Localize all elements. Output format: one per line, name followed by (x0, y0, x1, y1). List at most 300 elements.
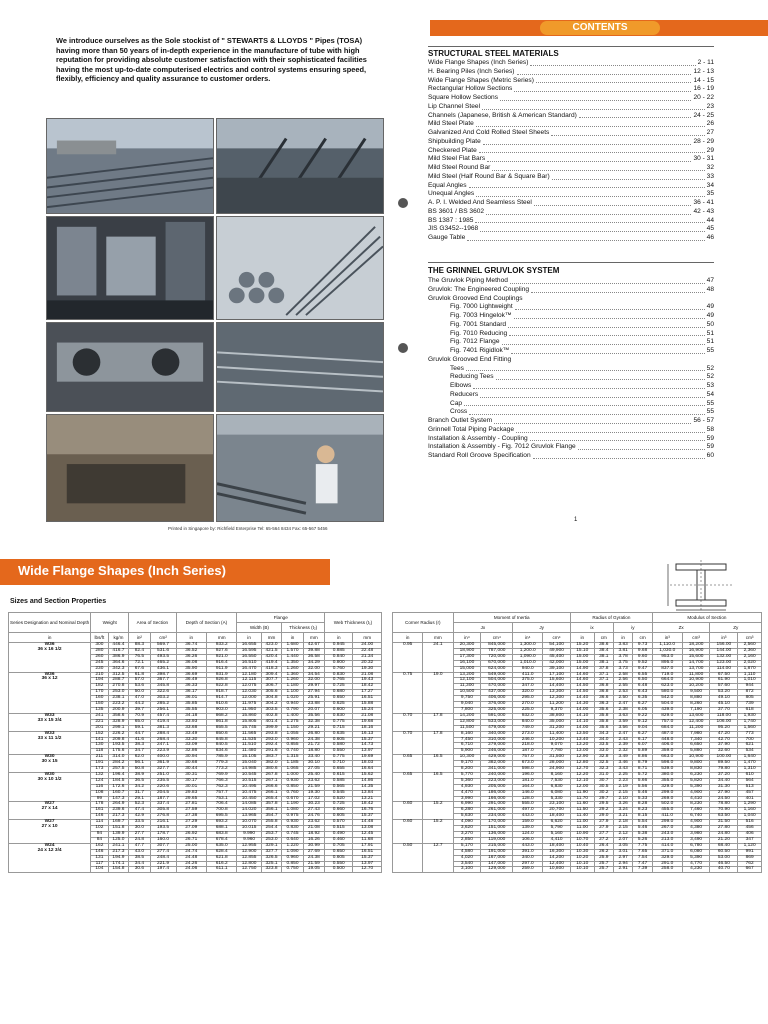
table-cell: 5,390 (682, 784, 710, 790)
table-cell: 10.450 (237, 796, 261, 802)
table-cell: 44.7 (129, 731, 150, 737)
col-modulus: Modulus of Section (652, 613, 761, 623)
table-cell: 1.020 (282, 696, 303, 702)
table-cell: 16.13 (353, 731, 382, 737)
table-cell: 944 (738, 684, 762, 690)
table-cell: 33.0 (594, 749, 613, 755)
table-cell: 386.9 (108, 654, 129, 660)
col-gyration: Radius of Gyration (570, 613, 652, 623)
table-cell: 28,000 (543, 761, 571, 767)
table-cell: 15.00 (570, 660, 594, 666)
table-cell: 868.2 (206, 713, 236, 719)
table-cell: 5.46 (633, 790, 652, 796)
table-cell: 27.43 (303, 808, 324, 814)
table-cell: 170 (91, 690, 108, 696)
table-cell: 32.3 (594, 767, 613, 773)
table-cell: 259.0 (513, 867, 543, 873)
table-cell: 2.15 (613, 826, 632, 832)
table-cell: 14,200 (453, 713, 481, 719)
toc-entry (428, 112, 714, 121)
table-cell: 12.115 (237, 678, 261, 684)
table-cell: 119,000 (481, 837, 513, 843)
table-cell: 18.42 (353, 684, 382, 690)
toc-label: Mild Steel Round Bar (428, 164, 491, 171)
table-cell: 11,300 (453, 684, 481, 690)
toc-entry (428, 330, 714, 339)
col-zx: Zx (652, 623, 710, 633)
table-cell: 12.00 (570, 784, 594, 790)
table-cell: 2.55 (613, 684, 632, 690)
table-cell: 266.6 (261, 784, 282, 790)
table-cell: 0.650 (325, 696, 353, 702)
col-inertia: Moment of Inertia (453, 613, 570, 623)
toc-label: Fig. 7010 Reducing (450, 329, 508, 337)
table-cell: 12,400 (543, 861, 571, 867)
table-cell: 0.500 (325, 867, 353, 873)
table-cell: 24.38 (303, 855, 324, 861)
table-cell: 267.1 (261, 778, 282, 784)
table-cell: 17.02 (303, 796, 324, 802)
unit-cell: cm³ (682, 633, 710, 643)
corner-radius: 0.65 (393, 772, 423, 802)
table-cell: 45,400 (543, 654, 571, 660)
table-cell: 173 (91, 767, 108, 773)
table-cell: 265.4 (261, 796, 282, 802)
toc-label: Wide Flange Shapes (Inch Series) (428, 59, 529, 66)
toc-page: 51 (706, 338, 714, 346)
table-cell: 2,360 (738, 648, 762, 654)
toc-entry (428, 391, 714, 400)
table-cell: 7.75 (633, 843, 652, 849)
table-cell: 414.0 (652, 843, 682, 849)
toc-label: Lip Channel Steel (428, 102, 481, 110)
table-cell: 564 (738, 778, 762, 784)
table-cell: 837.0 (652, 666, 682, 672)
table-cell: 381.3 (150, 725, 176, 731)
table-cell: 0.930 (282, 778, 303, 784)
table-cell: 4,230 (682, 867, 710, 873)
table-cell: 37.20 (710, 772, 738, 778)
table-cell: 12,800 (453, 719, 481, 725)
toc-page: 47 (706, 277, 714, 284)
table-cell: 7,530 (543, 778, 571, 784)
table-cell: 314.0 (108, 755, 129, 761)
toc-entry (428, 443, 714, 452)
table-cell: 382,000 (481, 761, 513, 767)
table-cell: 276.8 (150, 814, 176, 820)
toc-label: BS 3601 / BS 3602 (428, 207, 485, 215)
table-cell: 15.10 (570, 648, 594, 654)
table-cell: 1,160 (738, 808, 762, 814)
toc-entry (428, 426, 714, 435)
table-cell: 411.0 (652, 814, 682, 820)
table-cell: 739 (738, 702, 762, 708)
table-cell: 24.26 (176, 861, 206, 867)
table-cell: 8.28 (633, 802, 652, 808)
table-cell: 35.55 (176, 707, 206, 713)
table-cell: 6,080 (543, 790, 571, 796)
table-cell: 210 (91, 672, 108, 678)
table-cell: 95.20 (710, 725, 738, 731)
table-cell: 14.60 (570, 678, 594, 684)
table-cell: 10,200 (682, 684, 710, 690)
table-cell: 118 (91, 749, 108, 755)
toc-label: Gruvlok Grooved End Couplings (428, 294, 523, 302)
table-cell: 40.70 (710, 867, 738, 873)
table-cell: 36.49 (176, 678, 206, 684)
table-cell: 14.35 (353, 784, 382, 790)
table-cell: 13.21 (353, 796, 382, 802)
table-cell: 2.91 (613, 867, 632, 873)
table-cell: 106.00 (710, 719, 738, 725)
table-cell: 253.0 (108, 690, 129, 696)
table-cell: 3.05 (613, 843, 632, 849)
toc-label: Installation & Assembly - Fig. 7012 Gruvlok Flange (428, 443, 576, 451)
table-cell: 470,000 (481, 684, 513, 690)
table-cell: 16.51 (353, 849, 382, 855)
table-cell: 11,400 (543, 731, 571, 737)
table-cell: 27.59 (176, 808, 206, 814)
table-cell: 700.8 (206, 808, 236, 814)
table-cell: 15.20 (570, 643, 594, 649)
table-cell: 253.0 (261, 837, 282, 843)
toc-page: 53 (706, 382, 714, 389)
table-cell: 931.9 (206, 672, 236, 678)
table-cell: 35.90 (176, 666, 206, 672)
table-cell: 6,740 (682, 814, 710, 820)
table-cell: 197.4 (150, 867, 176, 873)
table-cell: 124 (91, 778, 108, 784)
table-cell: 182 (91, 684, 108, 690)
table-cell: 2.39 (613, 743, 632, 749)
table-cell: 13,700 (682, 666, 710, 672)
table-cell: 17.27 (353, 690, 382, 696)
table-cell: 367.7 (150, 678, 176, 684)
table-cell: 37.8 (594, 666, 613, 672)
toc-page: 60 (706, 452, 714, 459)
table-cell: 0.960 (282, 737, 303, 743)
table-cell: 33.5 (129, 820, 150, 826)
table-cell: 12.800 (237, 861, 261, 867)
table-cell: 14.085 (237, 802, 261, 808)
table-cell: 1,200.0 (513, 648, 543, 654)
table-cell: 455.0 (652, 808, 682, 814)
table-cell: 1.080 (282, 808, 303, 814)
table-cell: 4,410 (682, 796, 710, 802)
table-cell: 31.30 (710, 784, 738, 790)
table-cell: 27.2 (594, 837, 613, 843)
table-cell: 0.660 (325, 808, 353, 814)
table-cell: 1.400 (282, 713, 303, 719)
table-cell: 160 (91, 696, 108, 702)
table-cell: 6.55 (633, 672, 652, 678)
table-cell: 0.775 (325, 755, 353, 761)
table-cell: 15.745 (237, 725, 261, 731)
table-cell: 15.040 (237, 761, 261, 767)
toc-page: 44 (706, 216, 714, 224)
table-cell: 14.60 (570, 672, 594, 678)
table-cell: 340,000 (481, 731, 513, 737)
table-cell: 205,000 (481, 784, 513, 790)
table-cell: 39.88 (303, 648, 324, 654)
table-cell: 160.0 (150, 837, 176, 843)
table-cell: 769.9 (206, 772, 236, 778)
table-cell: 123.00 (710, 660, 738, 666)
table-cell: 6,620 (543, 820, 571, 826)
table-cell: 14,200 (543, 855, 571, 861)
table-cell: 162 (91, 843, 108, 849)
table-cell: 12,300 (543, 696, 571, 702)
table-cell: 7,980 (682, 731, 710, 737)
toc-label: Equal Angles (428, 181, 467, 189)
table-cell: 53.20 (710, 690, 738, 696)
unit-cell: mm (353, 633, 382, 643)
table-cell: 11.480 (237, 749, 261, 755)
table-cell: 5,390 (682, 855, 710, 861)
col-web: Web Thickness (t₁) (325, 613, 382, 633)
table-cell: 345.8 (150, 684, 176, 690)
table-cell: 921.0 (206, 654, 236, 660)
table-cell: 9.52 (633, 660, 652, 666)
table-cell: 437,000 (481, 690, 513, 696)
table-cell: 1.090 (282, 849, 303, 855)
table-cell: 0.800 (325, 660, 353, 666)
table-cell: 299.0 (652, 790, 682, 796)
table-cell: 129,000 (481, 867, 513, 873)
table-cell: 14.30 (570, 702, 594, 708)
table-cell: 11.535 (237, 737, 261, 743)
table-cell: 1,120 (738, 843, 762, 849)
table-cell: 618 (738, 707, 762, 713)
table-cell: 256.1 (150, 707, 176, 713)
toc-label: Wide Flange Shapes (Metric Series) (428, 76, 534, 84)
table-cell: 14,700 (682, 660, 710, 666)
table-cell: 144.00 (710, 648, 738, 654)
table-cell: 167,000 (481, 855, 513, 861)
table-cell: 18,200 (682, 643, 710, 649)
table-cell: 187.0 (513, 749, 543, 755)
table-cell: 33.5 (594, 743, 613, 749)
table-cell: 4,410 (543, 837, 571, 843)
table-cell: 11,200 (682, 725, 710, 731)
table-cell: 36.69 (176, 672, 206, 678)
table-cell: 3.75 (613, 660, 632, 666)
table-cell: 61.90 (710, 678, 738, 684)
table-cell: 337.4 (150, 802, 176, 808)
table-cell: 11,200 (543, 702, 571, 708)
table-cell: 284.2 (108, 761, 129, 767)
photo-pipe-stockyard (46, 118, 214, 214)
table-cell: 0.550 (325, 861, 353, 867)
table-cell: 35.6 (594, 707, 613, 713)
table-cell: 2.47 (613, 702, 632, 708)
table-cell: 6,280 (453, 808, 481, 814)
printer-credit: Printed in Singapore by: Richfield Enterprise Tel: 65-564 8434 Fax: 65-567 5456 (168, 526, 328, 531)
table-cell: 2.25 (613, 772, 632, 778)
table-cell: 25.91 (303, 696, 324, 702)
table-cell: 10,900 (682, 678, 710, 684)
table-cell: 61.8 (129, 672, 150, 678)
table-cell: 23.62 (303, 820, 324, 826)
corner-radius: 19.0 (423, 672, 453, 713)
table-cell: 11.00 (570, 826, 594, 832)
toc-leader (469, 182, 705, 189)
toc-label: Grinnell Total Piping Package (428, 425, 515, 433)
toc-entry (428, 85, 714, 94)
table-cell: 36.33 (176, 684, 206, 690)
table-cell: 19.69 (353, 755, 382, 761)
toc-label: Mild Steel Plate (428, 120, 474, 128)
table-cell: 285.2 (150, 702, 176, 708)
table-cell: 24.76 (303, 814, 324, 820)
table-cell: 220.6 (150, 784, 176, 790)
wide-flange-size-table (8, 612, 382, 873)
table-cell: 102 (91, 826, 108, 832)
table-cell: 673.0 (513, 761, 543, 767)
contents-title: CONTENTS (540, 21, 660, 35)
table-cell: 420.4 (261, 654, 282, 660)
table-cell: 29.21 (303, 725, 324, 731)
table-cell: 215,000 (481, 843, 513, 849)
table-cell: 312.5 (108, 672, 129, 678)
series-designation: W33 33 x 15 3/4 (9, 713, 91, 731)
table-cell: 361.9 (150, 761, 176, 767)
table-cell: 34.0 (594, 737, 613, 743)
toc-entry (428, 234, 714, 243)
table-cell: 225.0 (513, 707, 543, 713)
table-cell: 1,110 (738, 672, 762, 678)
table-cell: 1.260 (282, 666, 303, 672)
table-cell: 14.50 (570, 690, 594, 696)
corner-radius: 0.95 (393, 643, 423, 673)
table-cell: 4,580 (453, 849, 481, 855)
table-cell: 6,780 (682, 843, 710, 849)
table-cell: 12.750 (237, 867, 261, 873)
table-cell: 9,800 (682, 761, 710, 767)
table-cell: 456 (738, 826, 762, 832)
table-cell: 628.4 (206, 849, 236, 855)
toc-label: Tees (450, 364, 464, 372)
table-cell: 6,990 (453, 802, 481, 808)
toc-leader (476, 190, 704, 197)
table-cell: 15.860 (237, 713, 261, 719)
table-cell: 124.0 (513, 832, 543, 838)
table-cell: 29.1 (129, 796, 150, 802)
table-cell: 24.06 (176, 867, 206, 873)
table-cell: 341,000 (481, 767, 513, 773)
table-cell: 13.97 (353, 749, 382, 755)
table-cell: 443.0 (513, 814, 543, 820)
table-cell: 479,000 (481, 725, 513, 731)
toc-label: Fig. 7012 Flange (450, 338, 500, 346)
divider (428, 262, 714, 263)
table-cell: 1.680 (282, 643, 303, 649)
col-thickness: Thickness (t₂) (282, 623, 325, 633)
table-cell: 33.30 (176, 737, 206, 743)
table-cell: 3.56 (613, 725, 632, 731)
table-cell: 30.5 (594, 784, 613, 790)
table-cell: 0.520 (325, 796, 353, 802)
table-cell: 5.89 (633, 749, 652, 755)
table-cell: 15.62 (353, 772, 382, 778)
table-cell: 32.5 (594, 761, 613, 767)
table-cell: 21.08 (303, 826, 324, 832)
table-cell: 383.7 (261, 755, 282, 761)
table-cell: 0.585 (325, 778, 353, 784)
corner-radius: 0.70 (393, 731, 423, 755)
table-cell: 391.0 (513, 849, 543, 855)
table-cell: 27.7 (129, 832, 150, 838)
table-cell: 7.65 (633, 849, 652, 855)
toc-leader (480, 225, 704, 232)
table-cell: 0.830 (282, 826, 303, 832)
table-cell: 0.945 (325, 643, 353, 649)
toc-leader (494, 417, 691, 424)
table-cell: 18.42 (353, 802, 382, 808)
table-cell: 787,000 (481, 648, 513, 654)
table-cell: 0.765 (325, 678, 353, 684)
table-cell: 0.760 (325, 666, 353, 672)
table-cell: 16.595 (237, 648, 261, 654)
table-cell: 7.39 (633, 867, 652, 873)
table-cell: 292.4 (261, 743, 282, 749)
table-cell: 114.00 (710, 666, 738, 672)
toc-label: JIS G3452--1968 (428, 225, 479, 233)
table-cell: 267.0 (652, 826, 682, 832)
table-cell: 269.0 (652, 796, 682, 802)
table-cell: 131 (91, 855, 108, 861)
table-cell: 7,460 (682, 808, 710, 814)
table-cell: 44.2 (129, 702, 150, 708)
table-cell: 10,500 (453, 690, 481, 696)
toc-entry (428, 321, 714, 330)
table-cell: 502.0 (652, 802, 682, 808)
table-cell: 10,800 (543, 867, 571, 873)
table-cell: 406 (738, 832, 762, 838)
table-cell: 12.180 (237, 672, 261, 678)
table-cell: 4,900 (682, 820, 710, 826)
toc-page: 52 (706, 364, 714, 372)
table-cell: 277.4 (150, 849, 176, 855)
table-cell: 355.0 (652, 778, 682, 784)
table-cell: 1,870 (738, 666, 762, 672)
table-cell: 953.0 (652, 654, 682, 660)
table-cell: 10.515 (237, 778, 261, 784)
series-designation: W33 33 x 11 1/2 (9, 731, 91, 755)
table-cell: 0.850 (282, 861, 303, 867)
toc-entry (428, 356, 714, 365)
table-cell: 0.740 (282, 749, 303, 755)
table-cell: 0.760 (282, 790, 303, 796)
table-cell: 12.20 (570, 772, 594, 778)
table-cell: 213.0 (652, 837, 682, 843)
col-weight: Weight (91, 613, 129, 633)
toc-entry (428, 417, 714, 426)
table-cell: 10,300 (453, 755, 481, 761)
table-cell: 9,500 (682, 690, 710, 696)
toc-page: 59 (706, 434, 714, 442)
table-cell: 19.43 (353, 678, 382, 684)
toc-leader (530, 59, 695, 66)
table-cell: 11.90 (570, 790, 594, 796)
table-cell: 12.900 (237, 849, 261, 855)
toc-leader (464, 400, 705, 407)
table-cell: 359.0 (652, 749, 682, 755)
table-cell: 9.990 (237, 832, 261, 838)
table-cell: 14.73 (353, 743, 382, 749)
table-cell: 15.88 (353, 702, 382, 708)
toc-leader (467, 234, 704, 241)
